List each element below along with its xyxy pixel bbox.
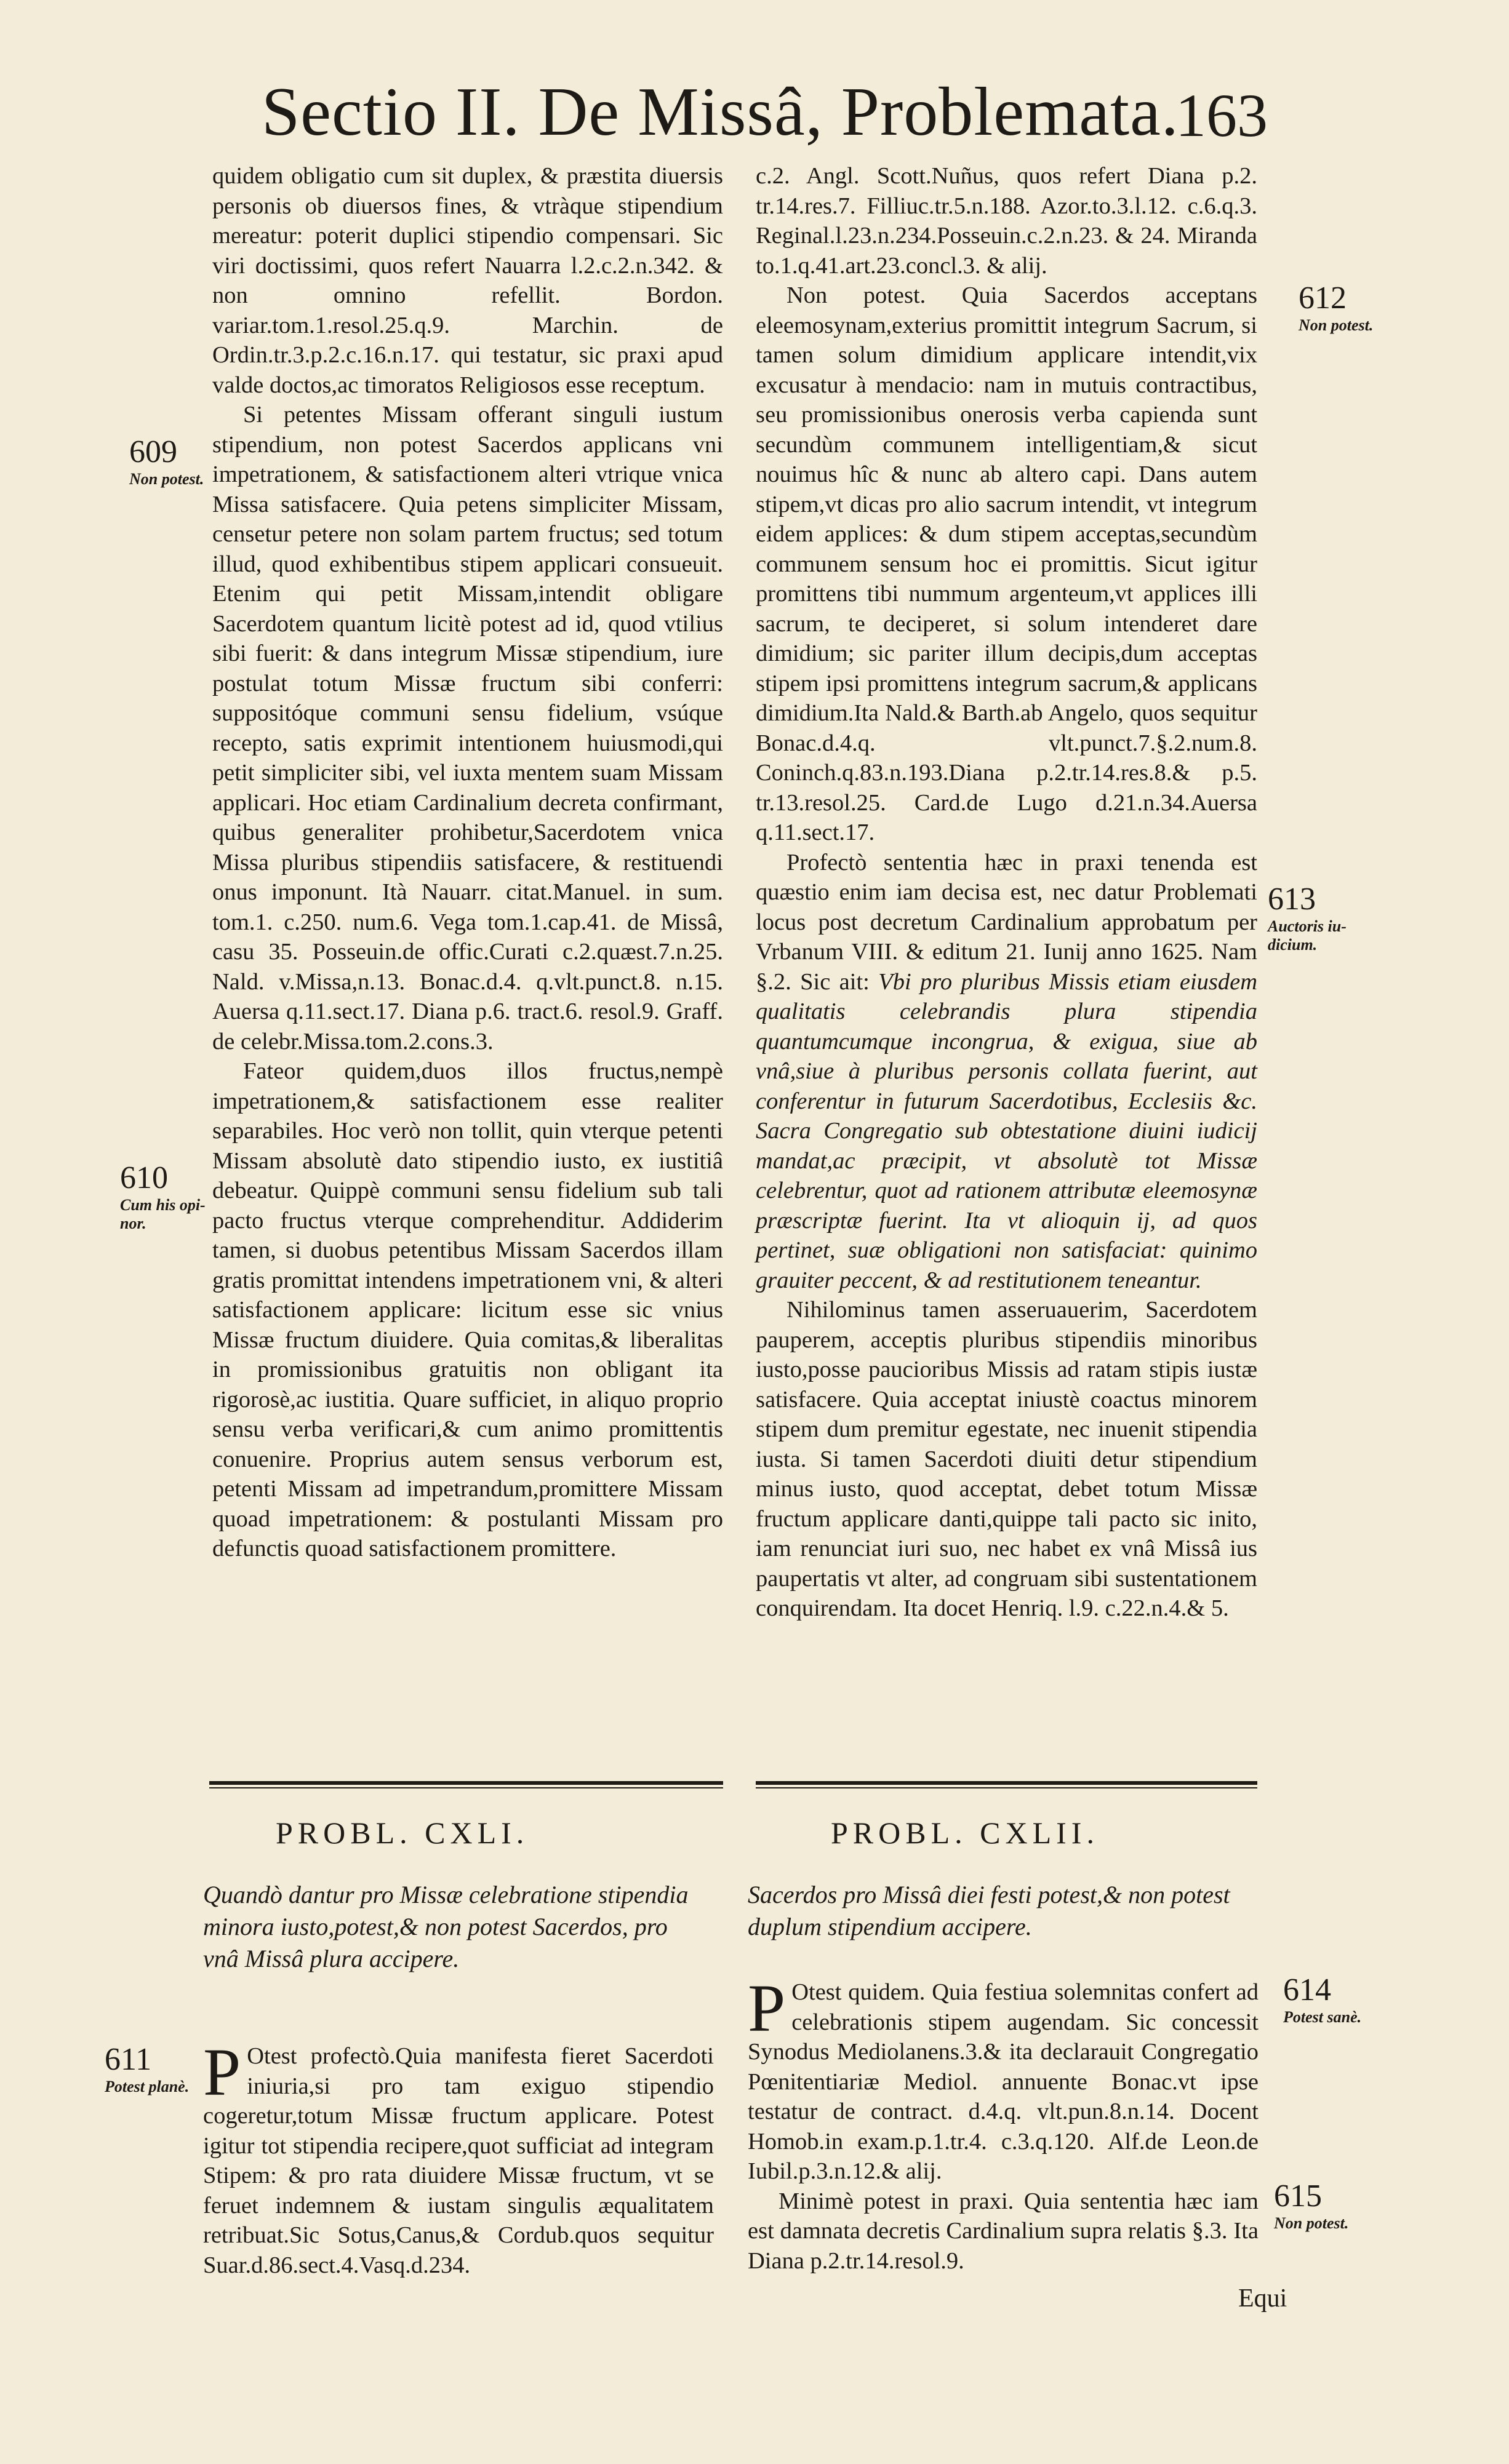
- right-paragraph-1: c.2. Angl. Scott.Nuñus, quos refert Diana p.2. tr.14.res.7. Filliuc.tr.5.n.188. Azor.to.3.l.12. c.6.q.3. Reginal.l.23.n.234.Posseuin.c.2.n.23. & 24. Miranda to.1.q.41.art.23.concl.3. & alij.: [756, 163, 1257, 279]
- left-paragraph-610: Fateor quidem,duos illos fructus,nempè impetrationem,& satisfactionem esse realiter separabiles. Hoc verò non tollit, quin vterque petenti Missam absolutè dato stipendio iusto, ex iustitiâ debeatur. Quippè communi sensu fidelium sub tali pacto fructus vterque comprehenditur. Addiderim tamen, si duobus petentibus Missam Sacerdos illam gratis promittat intendens impetrationem vni, & alteri satisfactionem applicare: licitum esse sic vnius Missæ fructum diuidere. Quia comitas,& liberalitas in promissionibus gratuitis non obligant ita rigorosè,ac iustitia. Quare sufficiet, in aliquo proprio sensu verba verificari,& cum animo promittentis conuenire. Proprius autem sensus verborum est, petenti Missam ad impetrandum,promittere Missam quoad impetrationem: & postulanti Missam pro defunctis quoad satisfactionem promittere.: [212, 1058, 723, 1561]
- probl-142-text-2: Minimè potest in praxi. Quia sententia hæc iam est damnata decretis Cardinalium supra relatis §.3. Ita Diana p.2.tr.14.resol.9.: [748, 2188, 1259, 2274]
- margin-number: 613: [1268, 882, 1316, 917]
- section-rule-right: [756, 1781, 1257, 1790]
- left-paragraph-609: Si petentes Missam offerant singuli iustum stipendium, non potest Sacerdos applicans vni impetrationem, & satisfactionem alteri vtrique vnica Missa satisfacere. Quia petens simpliciter Missam, censetur petere non solam partem fructus; sed totum illud, quod exhibentibus stipem applicari consueuit. Etenim qui petit Missam,intendit obligare Sacerdotem quantum licitè potest ad id, quod vtilius sibi fuerit: & dans integrum Missæ stipendium, iure postulat totum Missæ fructum sibi conferri: suppositóque communi sensu fidelium, vsúque recepto, satis exprimit intentionem huiusmodi,qui petit simpliciter sibi, vel iuxta mentem suam Missam applicari. Hoc etiam Cardinalium decreta confirmant, quibus generaliter prohibetur,Sacerdotem vnica Missa pluribus stipendiis satisfacere, & restituendi onus imponunt. Ità Nauarr. citat.Manuel. in sum. tom.1. c.250. num.6. Vega tom.1.cap.41. de Missâ, casu 35. Posseuin.de offic.Curati c.2.quæst.7.n.25. Nald. v.Missa,n.13. Bonac.d.4. q.vlt.punct.8. n.15. Auersa q.11.sect.17. Diana p.6. tract.6. resol.9. Graff. de celebr.Missa.tom.2.cons.3.: [212, 402, 723, 1055]
- left-column: [212, 161, 723, 1564]
- probl-141-heading: PROBL. CXLI.: [276, 1816, 529, 1850]
- margin-note-610: [120, 1160, 206, 1233]
- probl-142-question: Sacerdos pro Missâ diei festi potest,& non potest duplum stipendium accipere.: [748, 1881, 1230, 1940]
- right-paragraph-author: Nihilominus tamen asseruauerim, Sacerdotem pauperem, acceptis pluribus stipendiis minoribus iusto,posse paucioribus Missis ad ratam stipis iustæ satisfacere. Quia acceptat iniustè coactus minorem stipem dum premitur egestate, nec inuenit stipendia iusta. Si tamen Sacerdoti diuiti detur stipendium minus iusto, quod acceptat, debet totum Missæ fructum applicare danti,quippe tali pacto sic inito, iam renunciat iuri suo, nec habet ex vnâ Missâ ius paupertatis vt alter, ad congruam sibi sustentationem conquirendam. Ita docet Henriq. l.9. c.22.n.4.& 5.: [756, 1297, 1257, 1621]
- margin-label: Non potest.: [129, 470, 204, 488]
- probl-141-text: Otest profectò.Quia manifesta fieret Sacerdoti iniuria,si pro tam exiguo stipendio cogeretur,totum Missæ fructum applicare. Potest igitur tot stipendia recipere,quot sufficiat ad integram Stipem: & pro rata diuidere Missæ fructum, vt se feruet indemnem & iustam singulis æqualitatem retribuat.Sic Sotus,Canus,& Cordub.quos sequitur Suar.d.86.sect.4.Vasq.d.234.: [203, 2043, 714, 2278]
- drop-cap: P: [203, 2035, 241, 2110]
- margin-note-615: [1274, 2178, 1348, 2233]
- probl-142-text: Otest quidem. Quia festiua solemnitas confert ad celebrationis stipem augendam. Sic concessit Synodus Mediolanens.3.& ita declarauit Congregatio Pœnitentiariæ Mediol. annuente Bonac.vt ipse testatur de contract. d.4.q. vlt.pun.8.n.14. Docent Homob.in exam.p.1.tr.4. c.3.q.120. Alf.de Leon.de Iubil.p.3.n.12.& alij.: [748, 1979, 1259, 2184]
- margin-number: 614: [1283, 1972, 1331, 2007]
- margin-note-611: [105, 2041, 189, 2096]
- right-column: [756, 161, 1257, 1624]
- margin-label: Potest sanè.: [1283, 2008, 1362, 2026]
- margin-label: Cum his opi-: [120, 1196, 206, 1214]
- section-rule-left: [209, 1781, 723, 1790]
- margin-note-609: [129, 434, 204, 488]
- probl-141-body: [203, 2035, 714, 2280]
- decree-quotation: Vbi pro pluribus Missis etiam eiusdem qualitatis celebrandis plura stipendia quantumcumque incongrua, & exigua, siue ab vnâ,siue à pluribus personis collata fuerint, aut conferentur in futurum Sacerdotibus, Ecclesiis &c. Sacra Congregatio sub obtestatione diuini iudicij mandat,ac præcipit, vt absolutè tot Missæ celebrentur, quot ad rationem attributæ eleemosynæ præscriptæ fuerint. Ita vt alioquin ij, ad quos pertinet, suæ obligationi non satisfaciat: quinimo grauiter peccent, & ad restitutionem teneantur.: [756, 968, 1258, 1293]
- probl-142-heading: PROBL. CXLII.: [831, 1816, 1099, 1850]
- page-number: 163: [1175, 81, 1268, 150]
- running-head: [262, 73, 1339, 171]
- margin-label: Non potest.: [1299, 316, 1374, 334]
- decree-intro: Profectò sententia hæc in praxi tenenda est quæstio enim iam decisa est, nec datur Problemati locus post decretum Cardinalium approbatum per Vrbanum VIII. & editum 21. Iunij anno 1625. Nam §.2. Sic ait:: [756, 849, 1257, 995]
- running-title: Sectio II. De Missâ, Problemata.: [262, 74, 1179, 150]
- drop-cap: P: [748, 1971, 786, 2046]
- catchword: Equi: [1238, 2284, 1287, 2313]
- right-paragraph-612: Non potest. Quia Sacerdos acceptans eleemosynam,exterius promittit integrum Sacrum, si tamen solum dimidium applicare intendit,vix excusatur à mendacio: nam in mutuis contractibus, seu promissionibus onerosis verba capienda sunt secundùm communem intelligentiam,& sicut nouimus hîc & nunc ab altero capi. Dans autem stipem,vt dicas pro alio sacrum intendit, vt integrum eidem applices: & dum stipem acceptas,secundùm communem sensum hoc ei promittis. Sicut igitur promittens tibi nummum argenteum,vt applices illi sacrum, te deciperet, si solum intenderet dare dimidium; sic pariter illum decipis,dum acceptas stipem ipsi promittens integrum sacrum,& applicans dimidium.Ita Nald.& Barth.ab Angelo, quos sequitur Bonac.d.4.q. vlt.punct.7.§.2.num.8. Coninch.q.83.n.193.Diana p.2.tr.14.res.8.& p.5. tr.13.resol.25. Card.de Lugo d.21.n.34.Auersa q.11.sect.17.: [756, 282, 1257, 845]
- left-paragraph-1: quidem obligatio cum sit duplex, & præstita diuersis personis ob diuersos fines, & vtràque stipendium mereatur: poterit duplici stipendio compensari. Sic viri doctissimi, quos refert Nauarra l.2.c.2.n.342. & non omnino refellit. Bordon. variar.tom.1.resol.25.q.9. Marchin. de Ordin.tr.3.p.2.c.16.n.17. qui testatur, sic praxi apud valde doctos,ac timoratos Religiosos esse receptum.: [212, 163, 723, 398]
- margin-label: nor.: [120, 1214, 146, 1232]
- margin-note-613: [1268, 881, 1347, 954]
- margin-number: 611: [105, 2042, 152, 2077]
- margin-label: Potest planè.: [105, 2078, 190, 2095]
- margin-number: 612: [1299, 281, 1347, 316]
- margin-number: 610: [120, 1160, 168, 1195]
- margin-label: dicium.: [1268, 936, 1318, 954]
- margin-number: 615: [1274, 2179, 1322, 2214]
- probl-142-body: [748, 1971, 1259, 2276]
- margin-label: Auctoris iu-: [1268, 917, 1347, 935]
- margin-label: Non potest.: [1274, 2214, 1349, 2232]
- margin-note-612: [1299, 280, 1373, 335]
- margin-number: 609: [129, 434, 177, 469]
- right-paragraph-613: [756, 848, 1257, 1296]
- probl-141-question: Quandò dantur pro Missæ celebratione stipendia minora iusto,potest,& non potest Sacerdos, pro vnâ Missâ plura accipere.: [203, 1881, 689, 1972]
- margin-note-614: [1283, 1972, 1361, 2027]
